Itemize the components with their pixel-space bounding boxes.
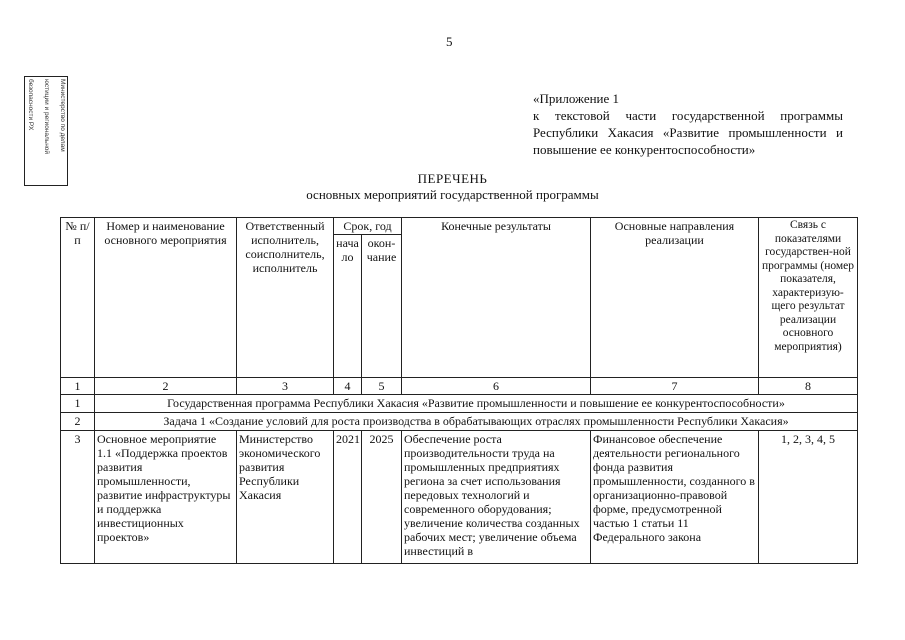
column-number: 7 [591, 378, 759, 395]
column-number: 3 [237, 378, 334, 395]
measure-name-cell: Основное мероприятие 1.1 «Поддержка проектов развития промышленности, развитие инфраструктуры и поддержка инвестиционных проектов» [95, 431, 237, 564]
column-number: 1 [61, 378, 95, 395]
task-title-cell: Задача 1 «Создание условий для роста производства в обрабатывающих отраслях промышленности Республики Хакасия» [95, 413, 858, 431]
indicator-link-cell: 1, 2, 3, 4, 5 [759, 431, 858, 564]
header-name: Номер и наименование основного мероприятия [95, 218, 237, 378]
start-year-cell: 2021 [334, 431, 362, 564]
document-subtitle: основных мероприятий государственной программы [306, 187, 599, 202]
column-number: 2 [95, 378, 237, 395]
page-number: 5 [446, 34, 453, 49]
header-results: Конечные результаты [402, 218, 591, 378]
header-row [61, 218, 858, 235]
appendix-line: «Приложение 1 [533, 91, 620, 106]
registration-stamp [24, 76, 68, 186]
header-end: окон- чание [362, 235, 402, 378]
stamp-line: безопасности РХ [27, 79, 34, 131]
appendix-line: к текстовой части государственной программы [533, 108, 843, 123]
row-number: 1 [61, 395, 95, 413]
directions-cell: Финансовое обеспечение деятельности регионального фонда развития промышленности, созданного в организационно-правовой форме, предусмотренной частью 1 статьи 11 Федерального закона [591, 431, 759, 564]
column-numbers-row [61, 378, 858, 395]
header-responsible: Ответственный исполнитель, соисполнитель, исполнитель [237, 218, 334, 378]
column-number: 5 [362, 378, 402, 395]
row-number: 3 [61, 431, 95, 564]
column-number: 4 [334, 378, 362, 395]
header-link: Связь с показателями государствен-ной программы (номер показателя, характеризую-щего результат реализации основного мероприятия) [759, 218, 858, 378]
header-term: Срок, год [334, 218, 402, 235]
responsible-cell: Министерство экономического развития Республики Хакасия [237, 431, 334, 564]
table-row [61, 431, 858, 564]
stamp-line: Министерство по делам [59, 79, 66, 152]
table-row [61, 395, 858, 413]
stamp-line: юстиции и региональной [43, 79, 50, 155]
column-number: 8 [759, 378, 858, 395]
header-start: нача ло [334, 235, 362, 378]
measures-table [60, 217, 858, 564]
appendix-line: Республики Хакасия «Развитие промышленности и [533, 125, 843, 140]
header-directions: Основные направления реализации [591, 218, 759, 378]
row-number: 2 [61, 413, 95, 431]
program-title-cell: Государственная программа Республики Хакасия «Развитие промышленности и повышение ее конкурентоспособности» [95, 395, 858, 413]
stamp-text [18, 79, 74, 183]
results-cell: Обеспечение роста производительности труда на промышленных предприятиях региона за счет использования передовых технологий и современного оборудования; увеличение количества созданных рабочих мест; увеличение объема инвестиций в [402, 431, 591, 564]
header-no: № п/п [61, 218, 95, 378]
appendix-line: повышение ее конкурентоспособности» [533, 142, 756, 157]
appendix-note [533, 90, 843, 158]
end-year-cell: 2025 [362, 431, 402, 564]
column-number: 6 [402, 378, 591, 395]
document-title: ПЕРЕЧЕНЬ [417, 171, 488, 186]
table-row [61, 413, 858, 431]
